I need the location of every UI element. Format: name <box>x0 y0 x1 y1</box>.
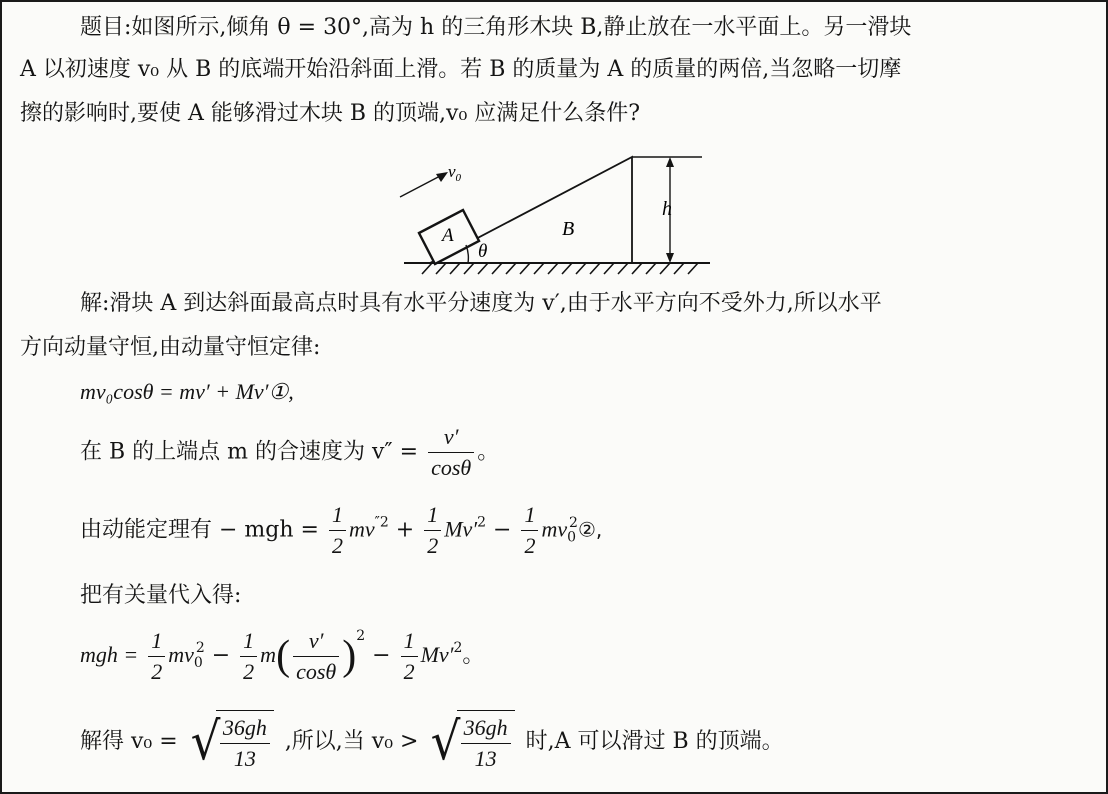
sqrt-1: √ $\frac{36gh}{13}$ <box>189 710 274 774</box>
result-end: 时,A 可以滑过 B 的顶端。 <box>525 729 784 754</box>
result-line <box>80 710 784 774</box>
label-b: B <box>562 218 575 240</box>
equation-3: 由动能定理有 − mgh = $\frac{1}{2}$ $mv^{''2}$ + $\frac{1}{2}$ $Mv'^2$ − $\frac{1}{2}$ $mv_0^2②$, <box>80 500 602 561</box>
equation-2 <box>80 422 499 483</box>
solution-line-1: 解:滑块 A 到达斜面最高点时具有水平分速度为 v′,由于水平方向不受外力,所以水平 <box>80 291 882 316</box>
problem-line-1: 题目:如图所示,倾角 θ = 30°,高为 h 的三角形木块 B,静止放在一水平面上。另一滑块 <box>80 15 912 40</box>
eq2-num: v′ <box>428 422 474 453</box>
equation-4: mgh = $\frac{1}{2}$ $mv_0^2$ − $\frac{1}{2}$ m( $\frac{v'}{\cos\theta}$ )$^2$ − $\frac{1}{2}$ $Mv'^2$。 <box>80 627 485 684</box>
problem-line-2: A 以初速度 v₀ 从 B 的底端开始沿斜面上滑。若 B 的质量为 A 的质量的两倍,当忽略一切摩 <box>20 57 902 82</box>
label-v0: $v_0$ <box>448 162 462 184</box>
height-arrow-bottom <box>666 253 674 263</box>
eq2-den: cosθ <box>431 455 472 480</box>
eq3-frac-3: $\frac{1}{2}$ <box>521 500 538 561</box>
velocity-arrow <box>400 175 442 197</box>
label-theta: θ <box>478 241 488 262</box>
ground-hatch <box>422 263 698 274</box>
eq3-frac-1: $\frac{1}{2}$ <box>329 500 346 561</box>
eq4-lead: mgh = <box>80 642 139 667</box>
label-h: h <box>662 198 672 220</box>
height-arrow-top <box>666 157 674 167</box>
sqrt-2: √ $\frac{36gh}{13}$ <box>429 710 514 774</box>
incline-figure <box>392 147 722 277</box>
result-mid: ,所以,当 v₀ > <box>284 729 419 754</box>
substitution-line: 把有关量代入得: <box>80 583 242 608</box>
eq3-lead: 由动能定理有 − mgh = <box>80 517 319 543</box>
eq3-frac-2: $\frac{1}{2}$ <box>424 500 441 561</box>
eq2-fraction <box>428 422 474 483</box>
solution-line-2: 方向动量守恒,由动量守恒定律: <box>20 335 321 360</box>
label-a: A <box>442 225 454 246</box>
result-lead: 解得 v₀ = <box>80 729 178 754</box>
eq2-end: 。 <box>477 439 500 465</box>
eq2-text: 在 B 的上端点 m 的合速度为 v″ = <box>80 439 419 465</box>
eq3-mark: ②, <box>577 517 603 542</box>
equation-1: mv₀cosθ = mv′ + Mv′①, <box>80 379 294 404</box>
problem-line-3: 擦的影响时,要使 A 能够滑过木块 B 的顶端,v₀ 应满足什么条件? <box>20 101 641 126</box>
